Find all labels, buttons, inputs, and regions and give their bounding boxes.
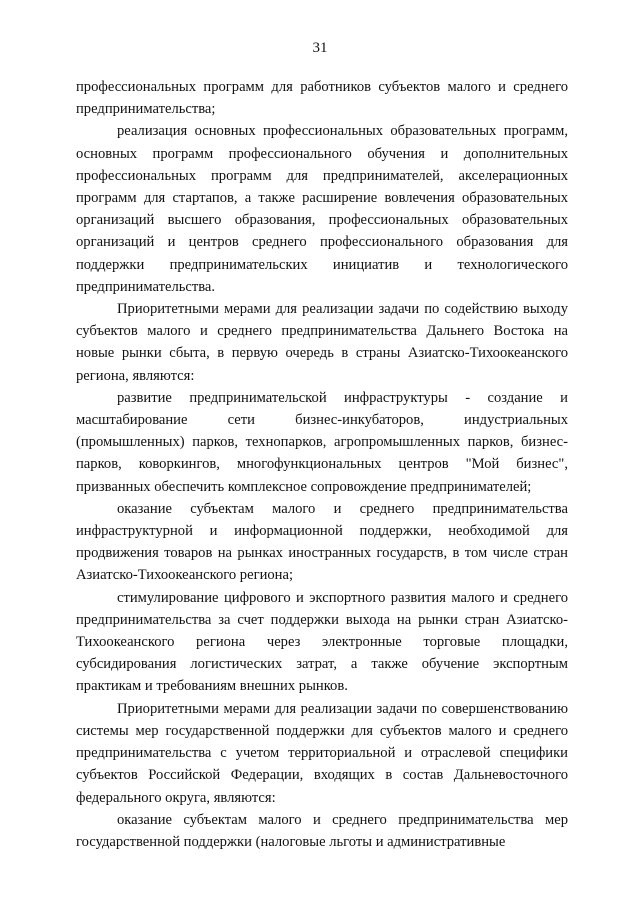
paragraph-priority-measures: Приоритетными мерами для реализации задачи по содействию выходу субъектов малого и среднего предпринимательства Дальнего Востока на новые рынки сбыта, в первую очередь в страны Азиатско-Тихоокеанского региона, являются:: [76, 301, 568, 384]
paragraph-list-item: развитие предпринимательской инфраструктуры - создание и масштабирование сети бизнес-инкубаторов, индустриальных (промышленных) парков, технопарков, агропромышленных парков, бизнес-парков, коворкингов, многофункциональных центров "Мой бизнес", призванных обеспечить комплексное сопровождение предпринимателей;: [76, 389, 568, 495]
paragraph-list-item: оказание субъектам малого и среднего предпринимательства мер государственной поддержки (налоговые льготы и административные: [76, 811, 568, 850]
paragraph-list-item: оказание субъектам малого и среднего предпринимательства инфраструктурной и информационной поддержки, необходимой для продвижения товаров на рынках иностранных государств, в том числе стран Азиатско-Тихоокеанского региона;: [76, 500, 568, 584]
paragraph-list-item: стимулирование цифрового и экспортного развития малого и среднего предпринимательства за счет поддержки выхода на рынки стран Азиатско-Тихоокеанского региона через электронные торговые площадки, субсидирования логистических затрат, а также обучение экспортным практикам и требованиям внешних рынков.: [76, 589, 568, 695]
document-body: [76, 76, 568, 853]
paragraph-continuation: профессиональных программ для работников субъектов малого и среднего предпринимательства;: [76, 79, 568, 118]
paragraph-priority-measures: Приоритетными мерами для реализации задачи по совершенствованию системы мер государственной поддержки для субъектов малого и среднего предпринимательства с учетом территориальной и отраслевой специфики субъектов Российской Федерации, входящих в состав Дальневосточного федерального округа, являются:: [76, 700, 568, 806]
paragraph-list-item: реализация основных профессиональных образовательных программ, основных программ профессионального обучения и дополнительных профессиональных программ для предпринимателей, акселерационных программ для стартапов, а также расширение вовлечения образовательных организаций высшего образования, профессиональных образовательных организаций и центров среднего профессионального образования для поддержки предпринимательских инициатив и технологического предпринимательства.: [76, 123, 568, 295]
page-number: 31: [312, 40, 328, 56]
